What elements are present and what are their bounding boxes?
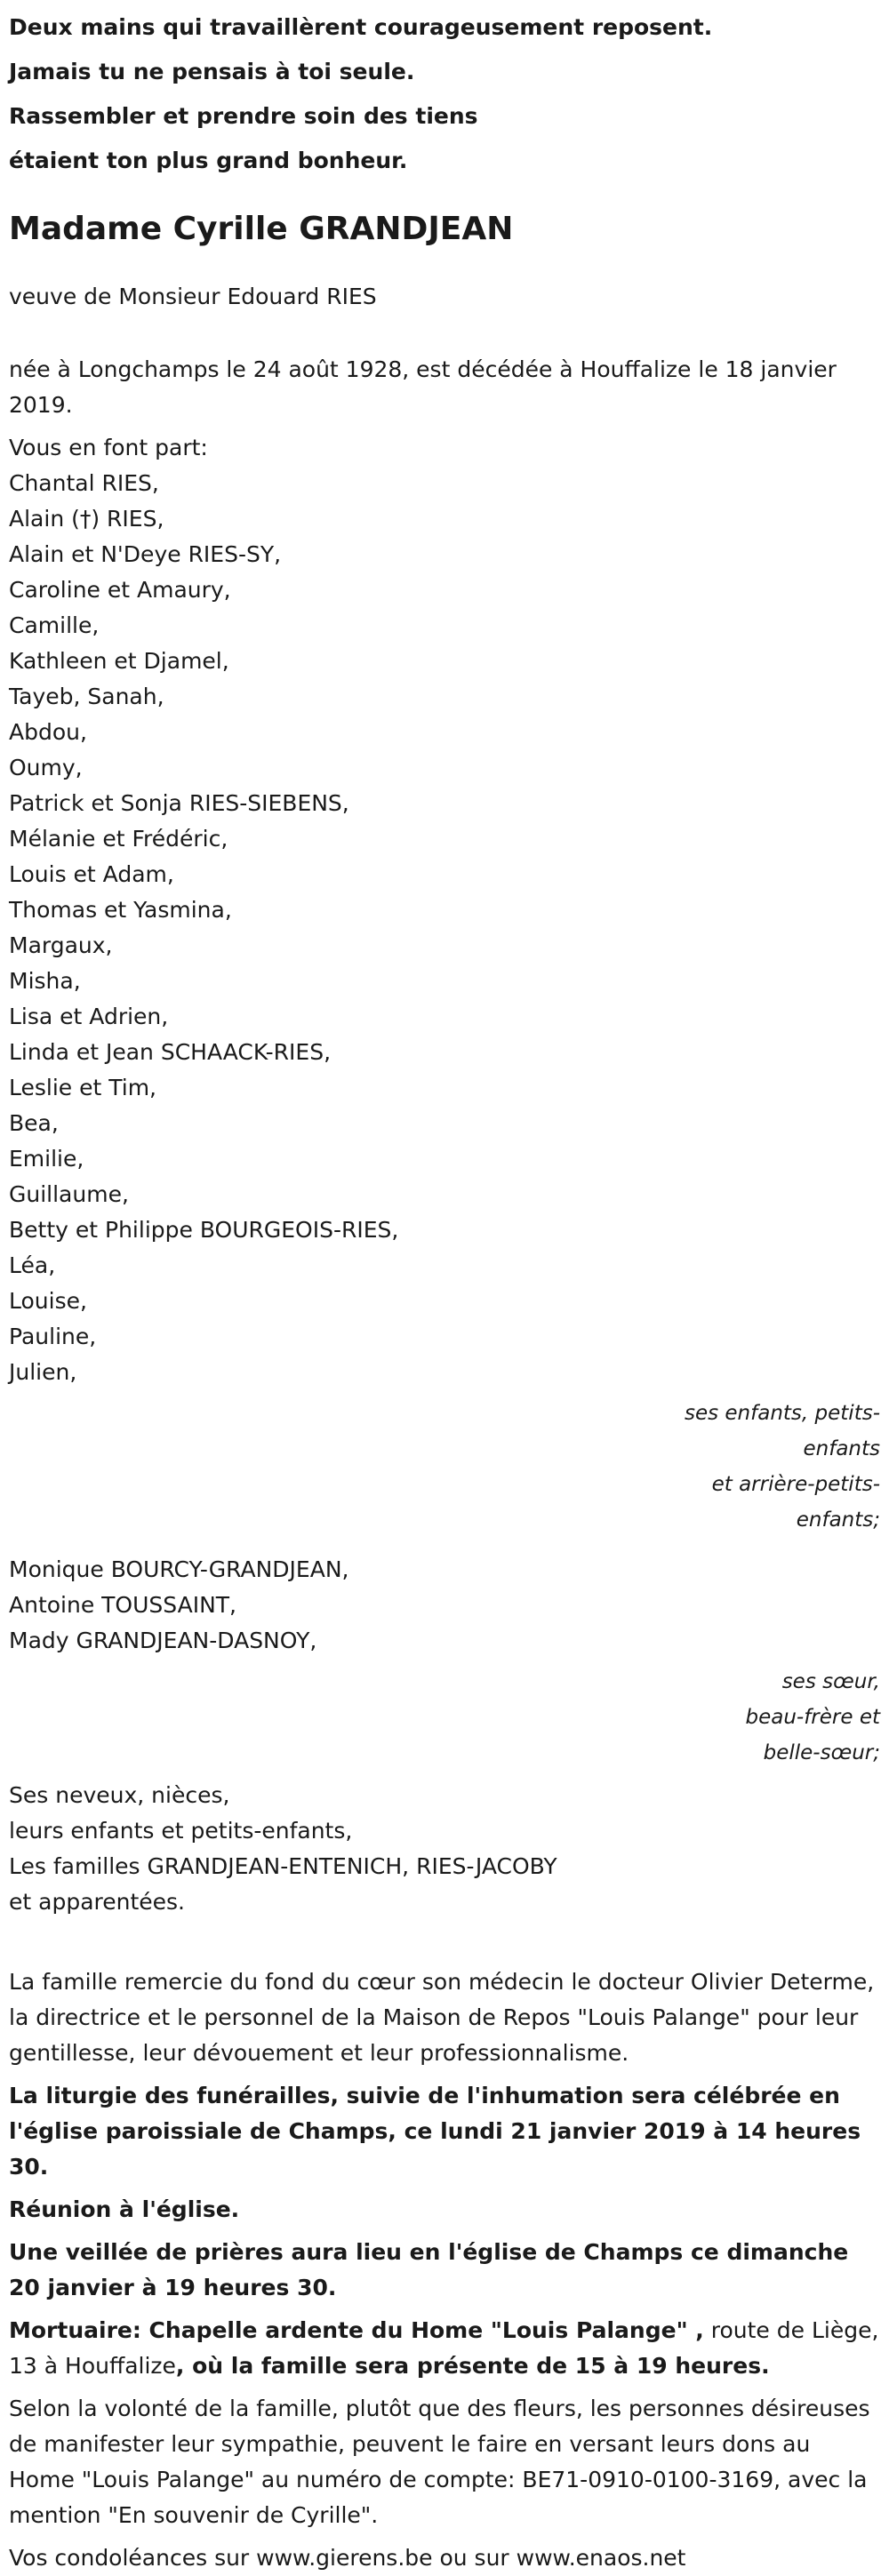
verse-line: Deux mains qui travaillèrent courageusement reposent.	[9, 14, 713, 40]
memorial-verse	[9, 5, 880, 183]
list-item: Emilie,	[9, 1146, 84, 1172]
deceased-name: Madame Cyrille GRANDJEAN	[9, 211, 514, 247]
list-item: leurs enfants et petits-enfants,	[9, 1818, 353, 1844]
list-item: Les familles GRANDJEAN-ENTENICH, RIES-JACOBY	[9, 1853, 557, 1879]
relation-line: beau-frère et	[745, 1706, 880, 1729]
list-item: Misha,	[9, 968, 81, 994]
list-item: Kathleen et Djamel,	[9, 648, 229, 674]
relation-siblings	[649, 1664, 880, 1771]
family-children-list	[9, 466, 880, 1390]
list-item: Linda et Jean SCHAACK-RIES,	[9, 1039, 332, 1065]
mortuary-address: route de Liège, 13 à Houffalize	[9, 2317, 879, 2379]
announce-intro: Vous en font part:	[9, 435, 208, 460]
list-item: Leslie et Tim,	[9, 1075, 156, 1100]
list-item: Julien,	[9, 1359, 77, 1385]
list-item: Mady GRANDJEAN-DASNOY,	[9, 1628, 317, 1653]
list-item: Tayeb, Sanah,	[9, 684, 164, 709]
mortuary-details	[9, 2313, 880, 2384]
list-item: Chantal RIES,	[9, 470, 159, 496]
condolences-line: Vos condoléances sur www.gierens.be ou sur www.enaos.net	[9, 2545, 686, 2571]
list-item: Betty et Philippe BOURGEOIS-RIES,	[9, 1217, 399, 1243]
list-item: Oumy,	[9, 755, 83, 780]
family-siblings-list	[9, 1552, 880, 1659]
list-item: Bea,	[9, 1110, 59, 1136]
relation-line: belle-sœur;	[763, 1741, 880, 1764]
thanks-paragraph: La famille remercie du fond du cœur son médecin le docteur Olivier Determe, la directrice et le personnel de la Maison de Repos "Louis Palange" pour leur gentillesse, leur dévouement et leur professionnalisme.	[9, 1969, 875, 2066]
list-item: Guillaume,	[9, 1181, 129, 1207]
verse-line: Jamais tu ne pensais à toi seule.	[9, 59, 415, 84]
list-item: Alain et N'Deye RIES-SY,	[9, 541, 282, 567]
list-item: Mélanie et Frédéric,	[9, 826, 228, 852]
list-item: Antoine TOUSSAINT,	[9, 1592, 237, 1618]
list-item: Ses neveux, nièces,	[9, 1782, 230, 1808]
list-item: Monique BOURCY-GRANDJEAN,	[9, 1556, 349, 1582]
obituary-notice	[9, 0, 880, 2576]
mortuary-label: Mortuaire: Chapelle ardente du Home "Louis Palange" ,	[9, 2317, 704, 2343]
relation-line: ses enfants, petits-	[684, 1402, 880, 1425]
list-item: Pauline,	[9, 1324, 97, 1349]
list-item: Alain (†) RIES,	[9, 506, 164, 532]
relation-line: et arrière-petits-	[711, 1473, 880, 1496]
family-others-list	[9, 1778, 880, 1920]
list-item: Thomas et Yasmina,	[9, 897, 232, 923]
birth-death-details: née à Longchamps le 24 août 1928, est décédée à Houffalize le 18 janvier 2019.	[9, 356, 837, 418]
relation-line: ses sœur,	[781, 1670, 880, 1693]
widow-of: veuve de Monsieur Edouard RIES	[9, 284, 377, 309]
list-item: Caroline et Amaury,	[9, 577, 231, 603]
relation-children	[613, 1396, 880, 1538]
list-item: Patrick et Sonja RIES-SIEBENS,	[9, 790, 349, 816]
list-item: et apparentées.	[9, 1889, 185, 1915]
list-item: Margaux,	[9, 932, 113, 958]
list-item: Louise,	[9, 1288, 87, 1314]
gathering-details: Réunion à l'église.	[9, 2196, 240, 2222]
verse-line: Rassembler et prendre soin des tiens	[9, 103, 478, 129]
relation-line: enfants	[803, 1437, 880, 1460]
verse-line: étaient ton plus grand bonheur.	[9, 148, 408, 173]
list-item: Léa,	[9, 1252, 56, 1278]
mortuary-hours: , où la famille sera présente de 15 à 19 heures.	[175, 2353, 770, 2379]
vigil-details: Une veillée de prières aura lieu en l'église de Champs ce dimanche 20 janvier à 19 heures 30.	[9, 2239, 849, 2300]
relation-line: enfants;	[796, 1508, 880, 1532]
list-item: Camille,	[9, 612, 100, 638]
list-item: Louis et Adam,	[9, 861, 174, 887]
donations-paragraph: Selon la volonté de la famille, plutôt que des fleurs, les personnes désireuses de manifester leur sympathie, peuvent le faire en versant leurs dons au Home "Louis Palange" au numéro de compte: BE71-0910-0100-3169, avec la mention "En souvenir de Cyrille".	[9, 2396, 870, 2528]
list-item: Abdou,	[9, 719, 87, 745]
list-item: Lisa et Adrien,	[9, 1004, 169, 1029]
funeral-details: La liturgie des funérailles, suivie de l'inhumation sera célébrée en l'église paroissiale de Champs, ce lundi 21 janvier 2019 à 14 heures 30.	[9, 2083, 861, 2180]
